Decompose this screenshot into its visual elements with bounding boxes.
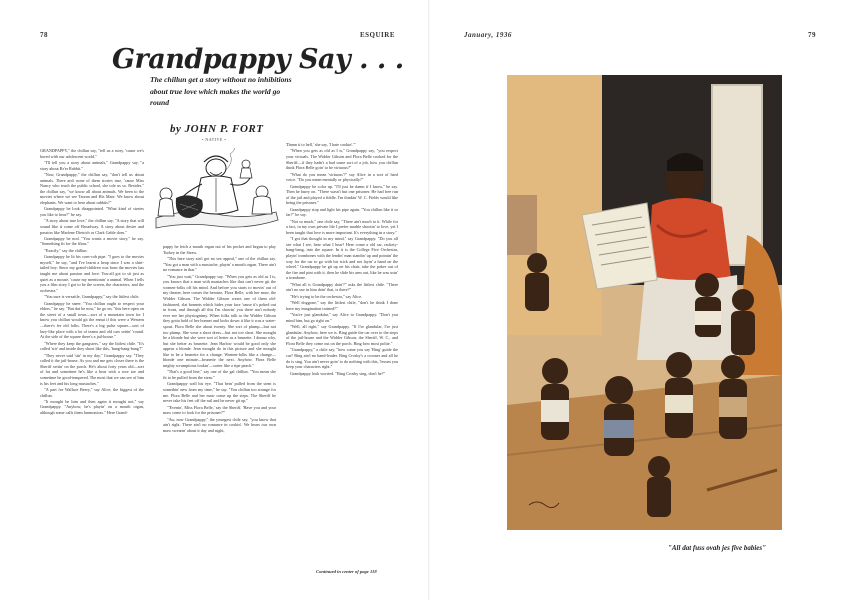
paragraph: pappy he fetch a mouth organ out of his pocket and begun to play Turkey in the Straw. xyxy=(163,244,276,255)
paragraph: "I got that thought in my mind," say Grandpappy. "Do you all see what I see, hear what I hear? Here come a old car, rackety-bang-bang, into the square. In it is the College Five Orchestra, playin' trombones with the lendin' man standin' up and pointin' the way for the car to go with his stick and not layin' a hand on the wheel." Grandpappy he git up on his chair, take the poker out of the fire and pint with it, then he slide his arm out, like he was usin' a trombone. xyxy=(286,236,398,281)
paragraph: Grandpappy he lit his corn-cob pipe. "I goes to the movies myself," he say, "and I've learnt a heap since I was a shirt-tailed boy. Since my grand-children was born the movies has taught me about passion and love. You-all got to sit just as quiet as a mouse, 'cause my mentionin' a animal. When I tells you a film story I got to be the screen, the characters, and the orchestra." xyxy=(40,254,144,293)
paragraph: "Where they keep the gangsters," say the littlest chile. "It's called 'stir' and inside they shoot like this, 'bang-bang-bang'!" xyxy=(40,340,144,352)
painting-illustration xyxy=(507,75,782,530)
paragraph: "When you gets as old as I is," Grandpappy say, "you respect your victuals. The Widder Gibson and Flora Belle cooked for the Sheriff—if they hadn't a bad some sort of a job, how you chillun think Flora Belle goin' to be virtuous?" xyxy=(286,148,398,171)
paragraph: "What do you mean 'virtuous'?" say Alice in a sort of hard voice. "Do you mean mentally or physically?" xyxy=(286,171,398,183)
paragraph: "A part for Wallace Beery," say Alice, the biggest of the chillun. xyxy=(40,386,144,398)
paragraph: "That's a good line," say one of the gal chillun. "You mean she fit to be pulled from the stem." xyxy=(163,369,276,381)
paragraph: "Naw, Grandpappy," the chillun say, "don't tell us about animals. There ain't none of them stories true, 'cause Miss Nancy who teach the public school, she tole us so. Besides," the chillun say, "we know all about animals. We been to the movies where we see Tarzan and His Mate. We know about elephants. We want to hear about rabbits?" xyxy=(40,171,144,205)
paragraph: "I'll tell you a story about animals," Grandpappy say, "a story about Br'er Rabbit." xyxy=(40,159,144,171)
article-deck: The chillun get a story without no inhibitions about true love which makes the world go round xyxy=(150,75,292,107)
paragraph: "They never said 'stir' in my day," Grandpappy say. "They called it the jail-house. As you and me gets closer there is the Sheriff settin' on the porch. He's about forty years old—sort of fat and sometime he's like a bear with a sore toe and sometime he good-tempered. The most that we can see of him is his feet and his long mustaches." xyxy=(40,352,144,386)
grandpappy-sketch xyxy=(146,148,286,238)
paragraph: Grandpappy wall his eye. "That bein' pulled from the stem is somethin' new from my time," he say. "You chillun too strange for me. Flora Belle and her maw come up the steps. The Sheriff he never take his feet off the rail and he never git up." xyxy=(163,381,276,404)
paragraph: "He's trying to be the orchestra," say Alice. xyxy=(290,293,363,299)
paragraph: 'Damn it to hell,' she say, 'I hate cookin'.'" xyxy=(286,142,356,147)
paragraph: "This here story ain't got no sex appeal," one of the chillun say. "You got a man with a mustache, playin' a mouth organ. There ain't no romance in that." xyxy=(163,255,276,273)
paragraph: "'Evenin', Miss Flora Belle,' say the Sheriff. 'Have you and your maw come to look for the prisoner?'" xyxy=(163,404,276,416)
paragraph: "What all is Grandpappy doin'?" asks the littlest chile. "There ain't no use in him doin' that, is there?" xyxy=(286,281,398,293)
paragraph: "You're just glandular," say Alice to Grandpappy. "Don't you mind him, but go right on." xyxy=(286,312,398,323)
paragraph: "It mought be him and then again it mought not," say Grandpappy. "Anyhow, he's playin' on a mouth organ, although some calls them harmonicas." Here Grand- xyxy=(40,398,144,416)
paragraph: Grandpappy he color up. "I'll just be damn if I know," he say. Then he hurry on. "There wasn't but one prisoner. He had free run of the jail and played a fiddle. I'm thinkin' W. C. Fields would like being the prisoner." xyxy=(286,183,398,206)
author-note: • NATIVE • xyxy=(202,137,227,142)
paragraph: "Well, all right," say Grandpappy. "If I'se glandular, I'se just glandular. Anyhow, here we is. Bing guide the car over to the steps of the jail-house and the Widder Gibson, the Sheriff, W. C., and Flora Belle they come out on the porch. Bing bow most polite." xyxy=(286,324,398,346)
paragraph: Grandpappy look worried. "Bing Crosby sing, don't he?" xyxy=(290,370,386,376)
article-byline: by JOHN P. FORT xyxy=(170,123,264,135)
issue-date: January, 1936 xyxy=(464,31,512,39)
paragraph: Grandpappy he sneer. "You chillun ought to respect your elders," he say. "But dat be now," he go on, "this here open on the street of a small town—sort of a mountain town for I know you chillun would git the ennui if this were a Western—there's fer old folks. There's a big pulse square—sort of lazy-like place with a lot of teams and old cars settin' 'round. At the side of the square there's a jail-house." xyxy=(40,300,144,340)
paragraph: "A story about true love," the chillun say, "A story that will sound like it come off Broadway. A story about desire and passion like Marlene Dietrich or Clark Gable does." xyxy=(40,218,144,235)
magazine-name: ESQUIRE xyxy=(360,31,396,39)
continued-note: Continued in center of page 118 xyxy=(316,569,377,574)
paragraph: "Exactly," say the chillun. xyxy=(44,247,88,253)
family-painting xyxy=(507,75,782,530)
left-page-number: 78 xyxy=(40,31,48,39)
text-column-3 xyxy=(286,142,398,576)
paragraph: Grandpappy he nod. "You wants a movie story," he say. "Something fit for the films." xyxy=(40,235,144,247)
paragraph: "You just wait," Grandpappy say. "When you gets as old as I is, you knows that a man with mustaches like that can't never git the women-folks off his mind. And before you starts to movin' out of my theater, here comes the heroine, Flora Belle, with her maw, the Widder Gibson. The Widder Gibson wears one of them old-fashioned, slat bonnets which hides your face 'cause it's poked out in front, and through all this I'm showin' you there ain't nobody ever see her physiognimy. When folks talk to the Widder Gibson they gotta hold of her bonnet and looks down it like it was a water-spout. Flora Belle she about twenty. She sort of plump—but not too plump. She wear a short dress—but not too short. She mought be a blonde but she were sort of better as a brunette. I dunno why, but she better as brunette. Jean Harlow would be good only she appear a blonde. Jean mought do in this picture and she mought like to be a brunette for a change. Women-folks like a change—blonde one minute—brunette the next. Anyhow, Flora Belle mighty scrumptious lookin'—sorter like a ripe peach." xyxy=(163,273,276,369)
page-gutter xyxy=(428,0,430,600)
text-column-1 xyxy=(40,148,144,578)
right-page-number: 79 xyxy=(808,31,816,39)
paragraph: Grandpappy stop and light his pipe again. "You chillun like it so far?" he say. xyxy=(286,206,398,218)
paragraph: GRANDPAPPY," the chillun say, "tell us a story, 'cause we's bored with our adolescent world." xyxy=(40,148,144,159)
painting-caption: "All dat fuss ovah jes five babies" xyxy=(668,544,766,552)
paragraph: "Aw, now Grandpappy," the youngest chile say, "you know that ain't right. There ain't no romance in cookin'. We hears our own maw swearin' about it day and night, xyxy=(163,416,276,433)
paragraph: "Not so much," one chile say, "There ain't much to it. While for a fact, in my own private life I prefer marble shootin' to love, yet I been taught that love is more important. It's everything in a story." xyxy=(286,218,398,235)
paragraph: Grandpappy he look disappointed. "What kind of stories you like to hear?" he say. xyxy=(40,206,144,217)
paragraph: "You sure is versatile, Grandpappy," say the littlest chile. xyxy=(44,294,140,300)
text-column-2 xyxy=(163,244,276,578)
paragraph: "Well doggone," say the littlest chile, "don't he think I done have my imagination trained?" xyxy=(286,300,398,311)
paragraph: "Grandpappy," a chile say, "how come you say 'Bing' guide the car? Bing ain't no band-leader. Bing Crosby's a crooner and all he do is sing. You ain't never goin' to do nothing with this, 'lessen you keep your characters right." xyxy=(286,347,398,370)
article-headline: Grandpappy Say . . . xyxy=(112,44,404,75)
